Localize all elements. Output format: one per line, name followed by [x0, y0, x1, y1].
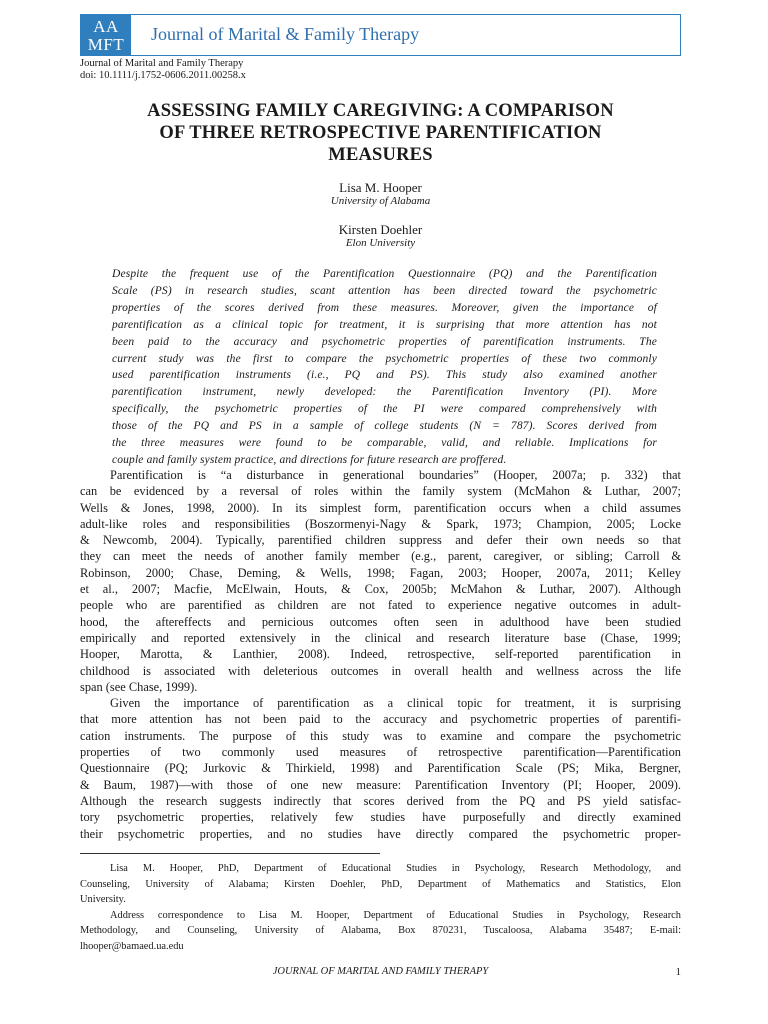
footnote-line: Lisa M. Hooper, PhD, Department of Educational Studies in Psychology, Research Methodology, and [110, 863, 681, 874]
citation [80, 58, 246, 82]
abstract-line: properties of the scores derived from these measures. Moreover, given the importance of [112, 301, 657, 314]
abstract-line: those of the PQ and PS in a sample of college students (N = 787). Scores derived from [112, 420, 657, 433]
body-line: cation instruments. The purpose of this study was to examine and compare the psychometric [80, 728, 681, 743]
body-line: can be evidenced by a reversal of roles within the family system (McMahon & Luthar, 2007; [80, 484, 681, 499]
abstract-line: current study was the first to compare the psychometric properties of these two commonly [112, 352, 657, 365]
body-line: et al., 2007; Macfie, McElwain, Houts, & Cox, 2005b; McMahon & Luthar, 2007). Although [80, 582, 681, 597]
footnote-line: Address correspondence to Lisa M. Hooper, Department of Educational Studies in Psychology, Research [110, 909, 681, 921]
body-line: Although the research suggests indirectly that scores derived from the PQ and PS yield satisfac- [80, 793, 681, 808]
abstract-line: couple and family system practice, and directions for future research are proffered. [112, 453, 507, 466]
body-line: tory psychometric properties, relatively few studies have purposefully and directly examined [80, 810, 681, 825]
footnotes [80, 861, 681, 955]
title-line: MEASURES [328, 145, 433, 165]
body-line: properties of two commonly used measures of retrospective parentification—Parentification [80, 745, 681, 760]
page-number: 1 [675, 966, 681, 978]
article-title [80, 100, 681, 166]
body-line: Given the importance of parentification as a clinical topic for treatment, it is surprising [110, 696, 681, 711]
body-line: Parentification is “a disturbance in generational boundaries” (Hooper, 2007a; p. 332) that [110, 468, 681, 482]
footnote-line: Counseling, University of Alabama; Kirsten Doehler, PhD, Department of Mathematics and Statistics, Elon [80, 878, 681, 890]
author-affiliation: Elon University [345, 237, 416, 249]
title-line: OF THREE RETROSPECTIVE PARENTIFICATION [159, 123, 602, 143]
footnote-line: University. [80, 894, 126, 906]
body-line: Robinson, 2000; Chase, Deming, & Wells, 1998; Fagan, 2003; Hooper, 2007a, 2011; Kelley [80, 565, 681, 580]
body-line: adult-like roles and responsibilities (Boszormenyi-Nagy & Spark, 1973; Champion, 2005; Locke [80, 516, 681, 531]
footnote-email[interactable]: lhooper@bamaed.ua.edu [80, 940, 184, 952]
body-line: hood, the aftereffects and pernicious outcomes often seen in adulthood have been studied [80, 614, 681, 629]
logo-line-1: AA [93, 17, 119, 36]
abstract-line: the three measures were found to be comparable, valid, and reliable. Implications for [112, 437, 657, 450]
citation-doi: doi: 10.1111/j.1752-0606.2011.00258.x [80, 70, 246, 81]
body-line: & Baum, 1987)—with those of one new measure: Parentification Inventory (PI; Hooper, 2009). [80, 777, 681, 792]
title-line: ASSESSING FAMILY CAREGIVING: A COMPARISON [147, 101, 614, 121]
journal-banner-title: Journal of Marital & Family Therapy [151, 24, 420, 44]
running-footer: JOURNAL OF MARITAL AND FAMILY THERAPY [272, 966, 489, 977]
body-line: span (see Chase, 1999). [80, 679, 198, 694]
abstract-line: been paid to the accuracy and psychometric properties of parentification instruments. The [112, 335, 657, 348]
footnote-line: Methodology, and Counseling, University of Alabama, Box 870231, Tuscaloosa, Alabama 35487; E-mail: [80, 925, 681, 937]
body-line: & Newcomb, 2004). Typically, parentified children suppress and defer their own needs so that [80, 533, 681, 548]
body-line: their psychometric properties, and no studies have directly compared the psychometric proper- [80, 826, 681, 841]
body-line: Wells & Jones, 1998, 2000). In its simplest form, parentification occurs when a child assumes [80, 500, 681, 515]
author-affiliation: University of Alabama [330, 195, 431, 207]
body-line: Hooper, Marotta, & Lanthier, 2008). Indeed, retrospective, self-reported parentification in [80, 647, 681, 662]
abstract-line: Despite the frequent use of the Parentification Questionnaire (PQ) and the Parentification [112, 268, 657, 280]
author-name: Lisa M. Hooper [339, 180, 422, 195]
abstract-line: parentification instrument, newly developed: the Parentification Inventory (PI). More [112, 386, 657, 399]
abstract [112, 266, 657, 469]
abstract-line: parentification as a clinical topic for treatment, it is surprising that more attention has not [112, 318, 657, 331]
body-line: people who are parentified as children are not fated to experience negative outcomes in adult- [80, 598, 681, 613]
abstract-line: Scale (PS) in research studies, scant attention has been directed toward the psychometric [112, 284, 657, 297]
body-line: empirically and reported extensively in the clinical and research literature base (Chase, 1999; [80, 630, 681, 645]
aamft-logo [81, 15, 131, 55]
body-line: they can meet the needs of another family member (e.g., parent, caregiver, or sibling; Carroll & [80, 549, 681, 564]
body-line: Questionnaire (PQ; Jurkovic & Thirkield, 1998) and Parentification Scale (PS; Mika, Bergner, [80, 761, 681, 776]
abstract-line: used parentification instruments (i.e., PQ and PS). This study also examined another [112, 369, 657, 382]
author-name: Kirsten Doehler [338, 222, 423, 237]
body-line: that more attention has not been paid to the accuracy and psychometric properties of parentifi- [80, 712, 681, 727]
footnote-divider [80, 853, 380, 854]
journal-banner [80, 14, 681, 56]
abstract-line: specifically, the psychometric properties of the PI were compared comprehensively with [112, 403, 657, 416]
citation-journal: Journal of Marital and Family Therapy [80, 58, 244, 69]
body-text [80, 467, 681, 842]
body-line: childhood is associated with deleterious outcomes in overall health and wellness across the life [80, 663, 681, 678]
logo-line-2: MFT [87, 35, 125, 54]
